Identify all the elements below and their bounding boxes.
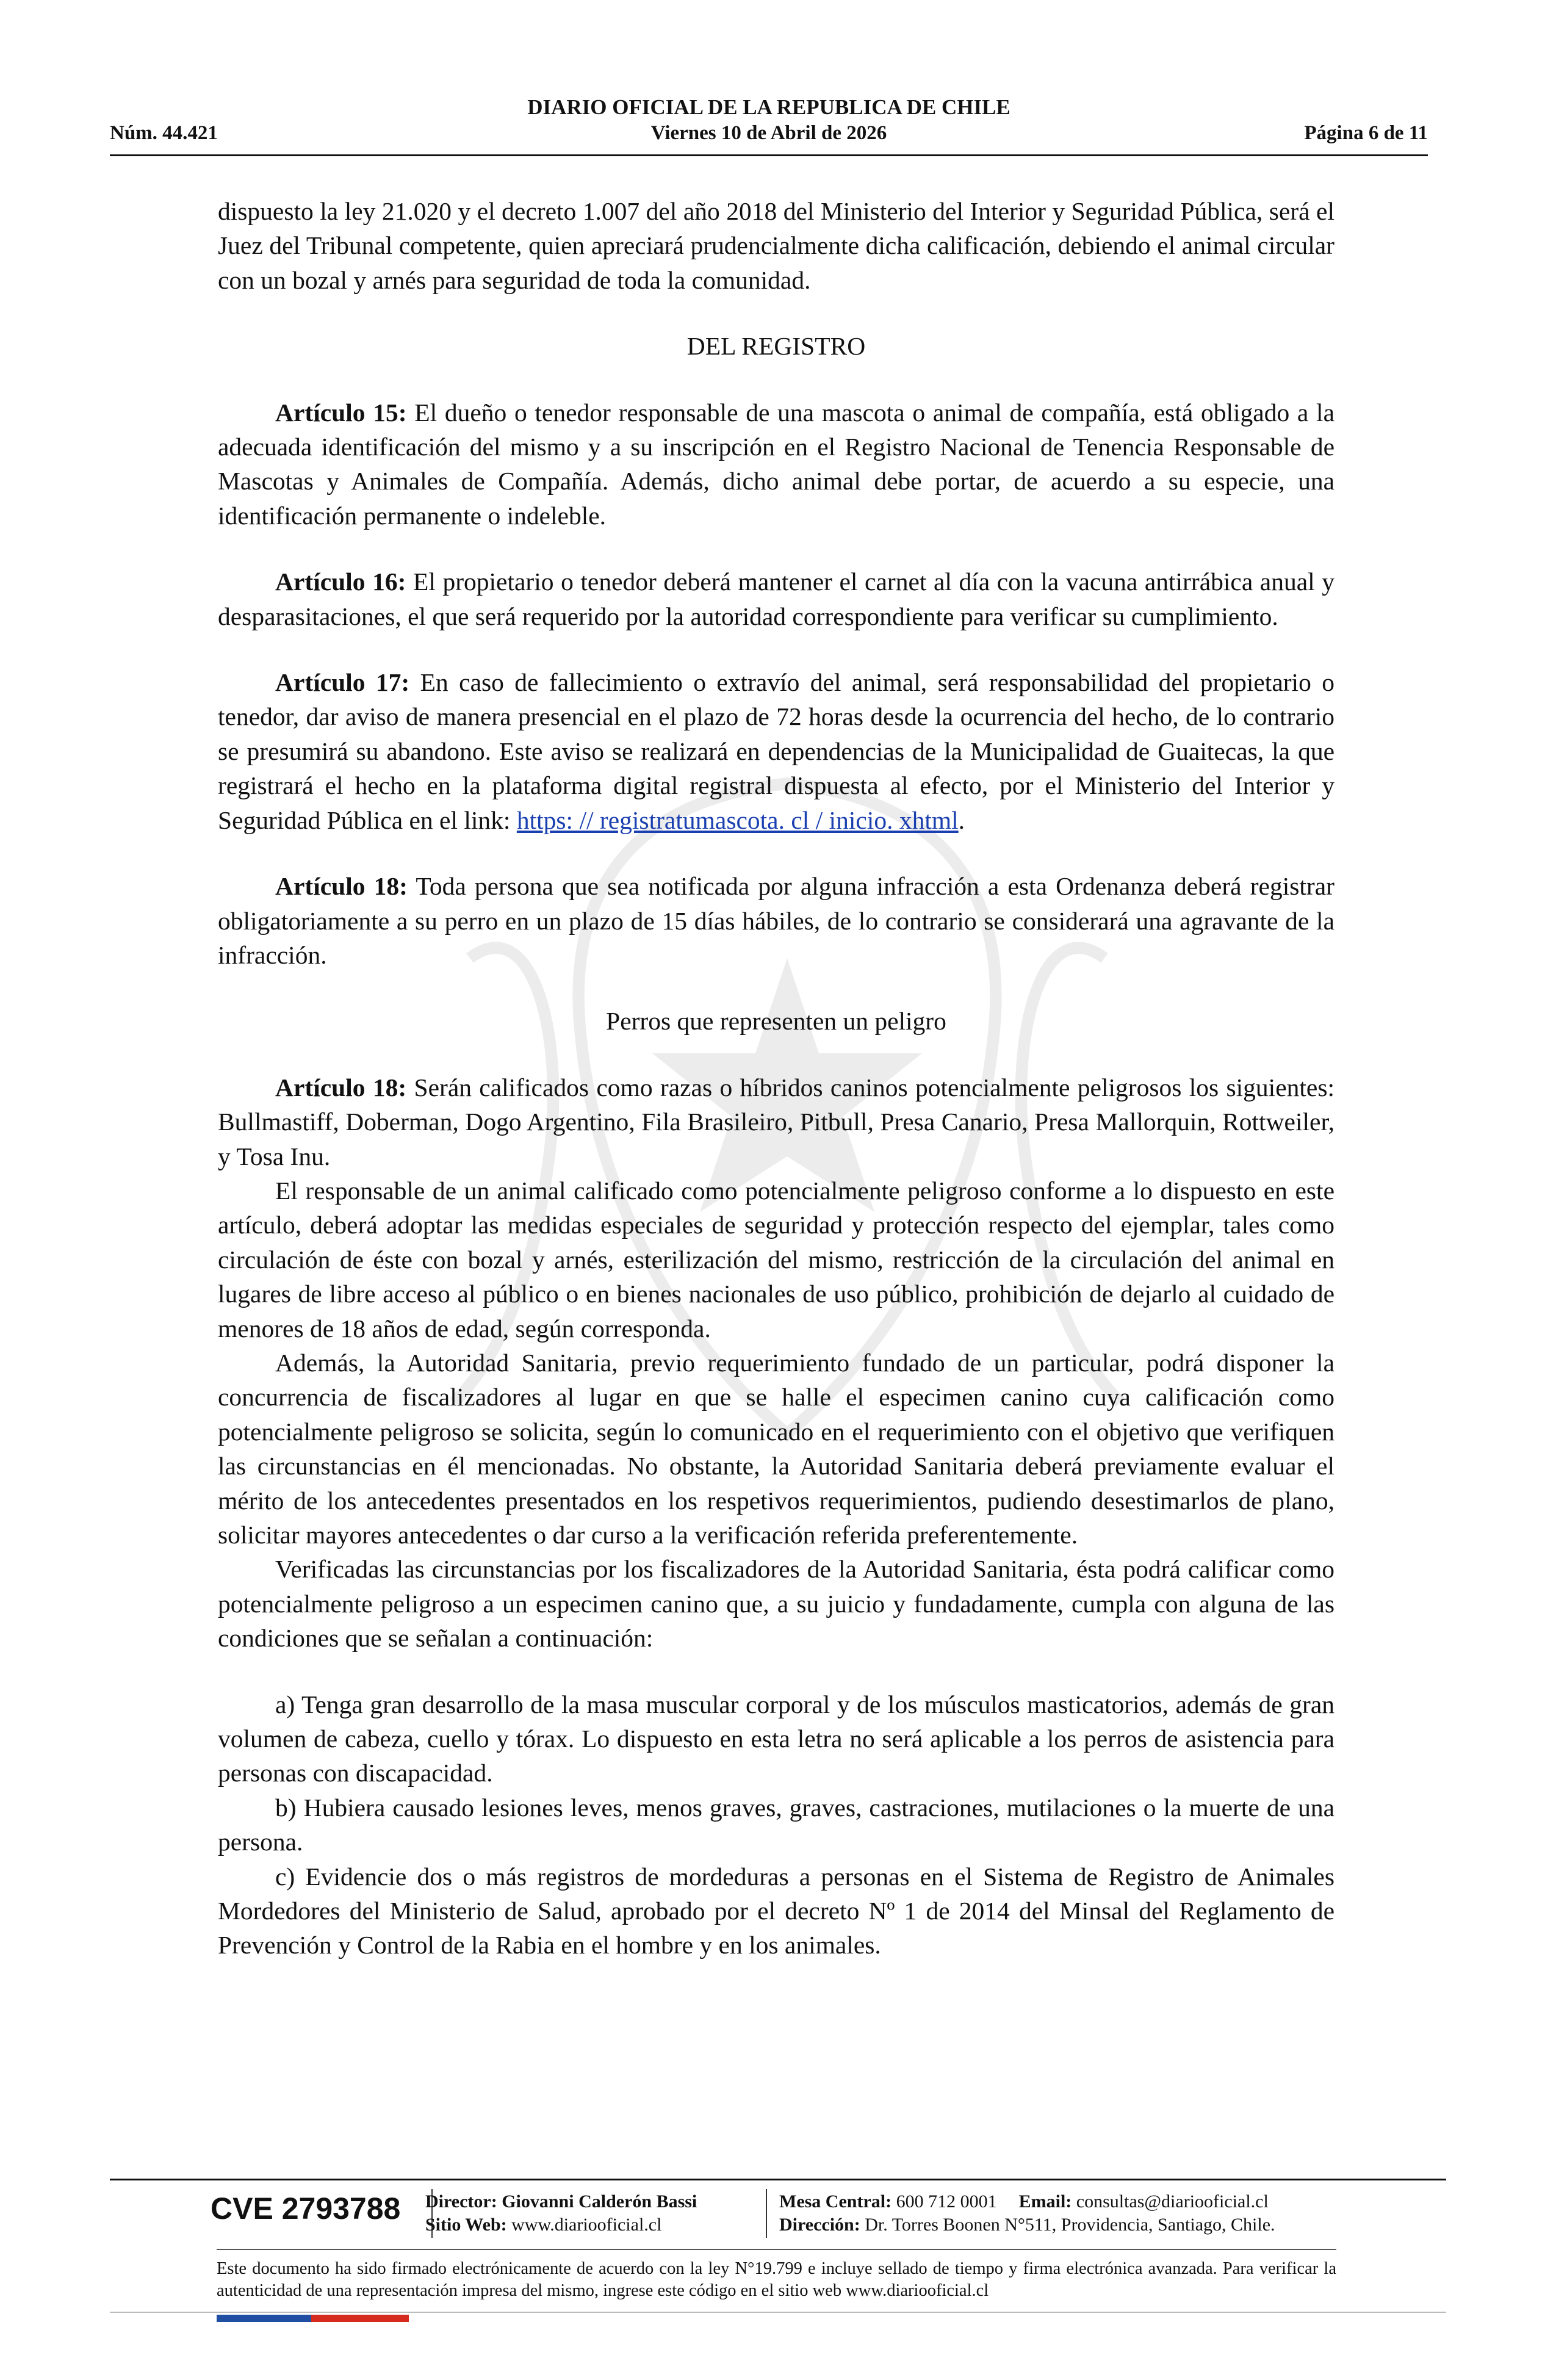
document-body [218, 194, 1334, 1963]
article-16 [218, 564, 1334, 633]
verification-paragraph: Verificadas las circunstancias por los fiscalizadores de la Autoridad Sanitaria, ésta podrá calificar como potencialmente peligroso a un especimen canino que, a su juicio y fundadamente, cumpla con alguna de las condiciones que se señalan a continuación: [218, 1555, 1334, 1653]
article-16-heading: Artículo 16: [275, 568, 406, 596]
footer-divider-top [110, 2179, 1446, 2180]
email-label: Email: [1018, 2191, 1072, 2212]
article-16-text: El propietario o tenedor deberá mantener el carnet al día con la vacuna antirrábica anual y desparasitaciones, el que será requerido por la autoridad correspondiente para verificar su cumplimiento. [218, 568, 1334, 630]
footer-divider-bottom [110, 2312, 1446, 2313]
director-label: Director: [425, 2191, 497, 2212]
director-name: Giovanni Calderón Bassi [497, 2191, 697, 2212]
article-15 [218, 395, 1334, 533]
article-17-text: En caso de fallecimiento o extravío del animal, será responsabilidad del propietario o tenedor, dar aviso de manera presencial en el plazo de 72 horas desde la ocurrencia del hecho, de lo contrario se presumirá su abandono. Este aviso se realizará en dependencias de la Municipalidad de Guaitecas, la que registrará el hecho en la plataforma digital registral dispuesta al efecto, por el Ministerio del Interior y Seguridad Pública en el link: [218, 668, 1334, 834]
page-number: Página 6 de 11 [1304, 122, 1428, 144]
website-value: www.diariooficial.cl [506, 2215, 662, 2235]
section-title-registro: DEL REGISTRO [686, 332, 866, 361]
issue-number: Núm. 44.421 [110, 122, 218, 144]
header-divider [110, 154, 1428, 156]
article-17-end: . [958, 806, 965, 834]
phone-label: Mesa Central: [779, 2191, 892, 2212]
article-17 [218, 665, 1334, 837]
article-18-dangerous-text: Serán calificados como razas o híbridos caninos potencialmente peligrosos los siguientes: Bullmastiff, Doberman, Dogo Argentino, Fila Brasileiro, Pitbull, Presa Canario, Presa Mallorquin, Rottweiler, y Tosa Inu. [218, 1073, 1334, 1170]
email-value: consultas@diariooficial.cl [1072, 2191, 1269, 2212]
responsible-paragraph: El responsable de un animal calificado como potencialmente peligroso conforme a lo dispuesto en este artículo, deberá adoptar las medidas especiales de seguridad y protección respecto del ejemplar, tales como circulación de éste con bozal y arnés, esterilización del mismo, restricción de la circulación del animal en lugares de libre acceso al público o en bienes nacionales de uso público, prohibición de dejarlo al cuidado de menores de 18 años de edad, según corresponda. [218, 1176, 1334, 1343]
cve-code: CVE 2793788 [211, 2191, 401, 2226]
article-17-heading: Artículo 17: [275, 668, 410, 697]
article-15-text: El dueño o tenedor responsable de una mascota o animal de compañía, está obligado a la adecuada identificación del mismo y a su inscripción en el Registro Nacional de Tenencia Responsable de Mascotas y Animales de Compañía. Además, dicho animal debe portar, de acuerdo a su especie, una identificación permanente o indeleble. [218, 398, 1335, 530]
article-18-dangerous-breeds [218, 1070, 1334, 1174]
article-15-heading: Artículo 15: [275, 398, 407, 427]
phone-value: 600 712 0001 [891, 2191, 997, 2212]
article-18-registration-text: Toda persona que sea notificada por alguna infracción a esta Ordenanza deberá registrar obligatoriamente a su perro en un plazo de 15 días hábiles, de lo contrario se considerará una agravante de la infracción. [218, 872, 1334, 969]
article-18-dangerous-heading: Artículo 18: [275, 1073, 407, 1102]
intro-paragraph: dispuesto la ley 21.020 y el decreto 1.007 del año 2018 del Ministerio del Interior y Seguridad Pública, será el Juez del Tribunal competente, quien apreciará prudencialmente dicha calificación, debiendo el animal circular con un bozal y arnés para seguridad de toda la comunidad. [218, 197, 1334, 294]
condition-item-b: b) Hubiera causado lesiones leves, menos graves, graves, castraciones, mutilaciones o la muerte de una persona. [218, 1793, 1334, 1856]
flag-stripe-red [311, 2315, 409, 2322]
condition-item-c: c) Evidencie dos o más registros de mordeduras a personas en el Sistema de Registro de Animales Mordedores del Ministerio de Salud, aprobado por el decreto Nº 1 de 2014 del Minsal del Reglamento de Prevención y Control de la Rabia en el hombre y en los animales. [218, 1862, 1334, 1960]
footer-separator [766, 2189, 767, 2238]
page-header [110, 92, 1428, 159]
address-label: Dirección: [779, 2215, 860, 2235]
health-authority-paragraph: Además, la Autoridad Sanitaria, previo requerimiento fundado de un particular, podrá disponer la concurrencia de fiscalizadores al lugar en que se halle el especimen canino cuya calificación como potencialmente peligroso se solicita, según lo comunicado en el requerimiento con el objetivo que verifiquen las circunstancias en él mencionadas. No obstante, la Autoridad Sanitaria deberá previamente evaluar el mérito de los antecedentes presentados en los respetivos requerimientos, pudiendo desestimarlos de plano, solicitar mayores antecedentes o dar curso a la verificación referida preferentemente. [218, 1348, 1334, 1549]
article-18-registration [218, 869, 1334, 972]
registry-link[interactable]: https: // registratumascota. cl / inicio. xhtml [516, 806, 959, 834]
signature-notice: Este documento ha sido firmado electrónicamente de acuerdo con la ley N°19.799 e incluye sellado de tiempo y firma electrónica avanzada. Para verificar la autenticidad de una representación impresa del mismo, ingrese este código en el sitio web www.diariooficial.cl [217, 2259, 1336, 2300]
footer-director-block [425, 2190, 697, 2237]
flag-stripe-blue [217, 2315, 311, 2322]
article-18-registration-heading: Artículo 18: [275, 872, 408, 901]
issue-date: Viernes 10 de Abril de 2026 [650, 122, 887, 144]
footer-divider-middle [217, 2249, 1336, 2250]
footer-contact-block [779, 2190, 1275, 2237]
condition-item-a: a) Tenga gran desarrollo de la masa muscular corporal y de los músculos masticatorios, además de gran volumen de cabeza, cuello y tórax. Lo dispuesto en esta letra no será aplicable a los perros de asistencia para personas con discapacidad. [218, 1690, 1334, 1787]
address-value: Dr. Torres Boonen N°511, Providencia, Santiago, Chile. [860, 2215, 1275, 2235]
section-title-peligro: Perros que representen un peligro [606, 1007, 946, 1036]
website-label: Sitio Web: [425, 2215, 507, 2235]
publication-title: DIARIO OFICIAL DE LA REPUBLICA DE CHILE [527, 95, 1010, 119]
